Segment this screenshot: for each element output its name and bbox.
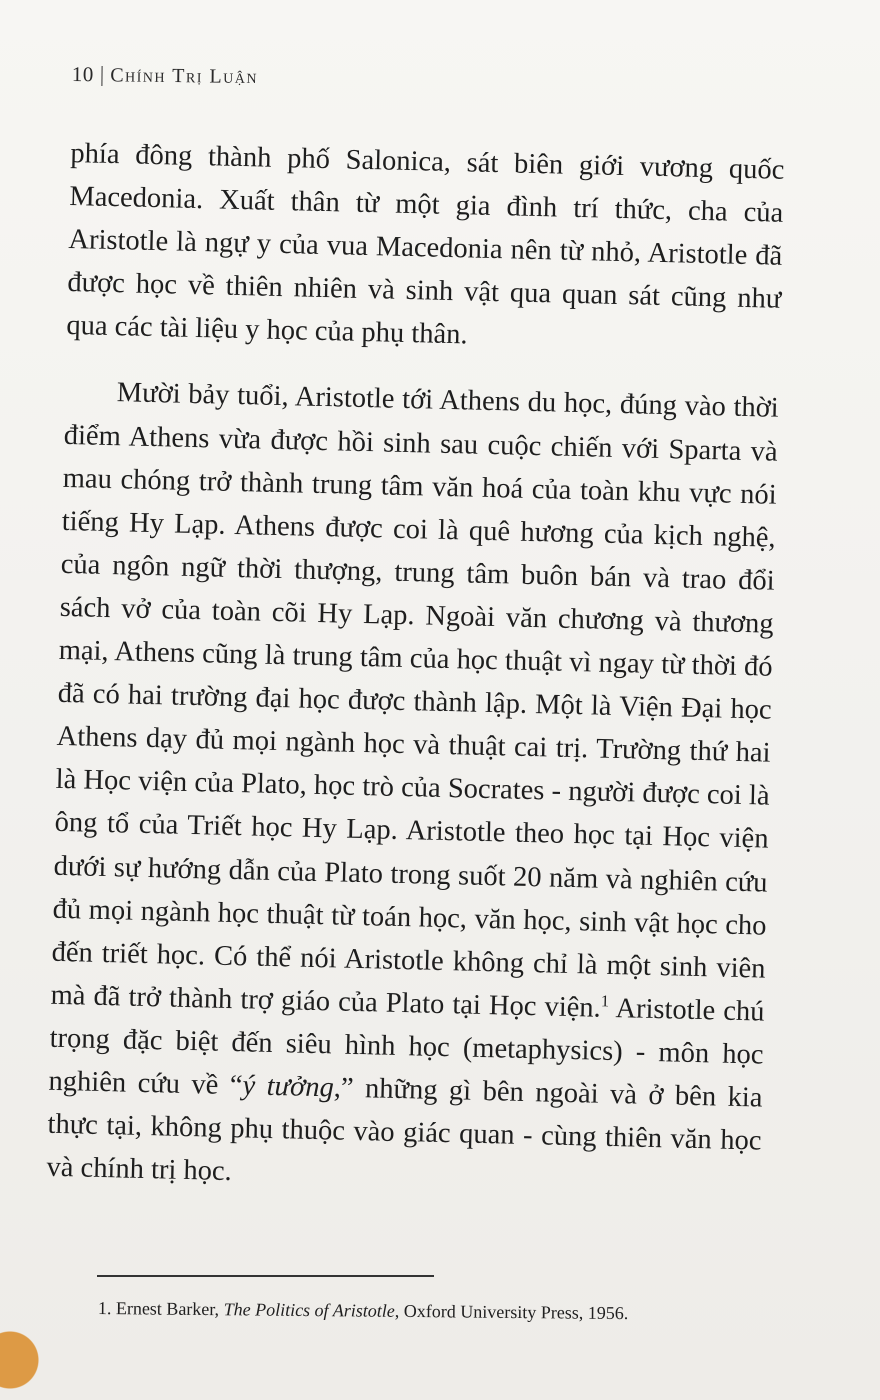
paragraph-text-after-footnote: Aristotle chú trọng đặc biệt đến siêu hình học (metaphysics) - môn học nghiên cứu về “	[48, 992, 765, 1102]
running-header	[72, 61, 258, 89]
footnote-author: Ernest Barker,	[111, 1298, 224, 1320]
footnote-divider	[97, 1275, 434, 1277]
running-title: Chính Trị Luận	[110, 64, 259, 88]
header-separator: |	[99, 61, 105, 87]
footnote-marker: 1	[600, 991, 610, 1011]
footnote-number: 1.	[97, 1297, 112, 1319]
footnote	[98, 1296, 748, 1326]
main-text	[46, 132, 785, 1206]
paragraph-text-ending: ,” những gì bên ngoài và ở bên kia thực tại, không phụ thuộc vào giác quan - cùng thiên văn học và chính trị học.	[46, 1072, 763, 1188]
footnote-title: The Politics of Aristotle	[223, 1299, 395, 1321]
paragraph-continuation: phía đông thành phố Salonica, sát biên giới vương quốc Macedonia. Xuất thân từ một gia đình trí thức, cha của Aristotle là ngự y của vua Macedonia nên từ nhỏ, Aristotle đã được học về thiên nhiên và sinh vật qua quan sát cũng như qua các tài liệu y học của phụ thân.	[66, 137, 785, 351]
paragraph-aristotle-athens	[46, 370, 779, 1205]
page-number: 10	[71, 61, 94, 87]
emphasized-term: ý tưởng	[242, 1070, 335, 1104]
paragraph-text-before-footnote: Mười bảy tuổi, Aristotle tới Athens du học, đúng vào thời điểm Athens vừa được hồi sinh sau cuộc chiến với Sparta và mau chóng trở thành trung tâm văn hoá của toàn khu vực nói tiếng Hy Lạp. Athens được coi là quê hương của kịch nghệ, của ngôn ngữ thời thượng, trung tâm buôn bán và trao đổi sách vở của toàn cõi Hy Lạp. Ngoài văn chương và thương mại, Athens cũng là trung tâm của học thuật vì ngay từ thời đó đã có hai trường đại học được thành lập. Một là Viện Đại học Athens dạy đủ mọi ngành học và thuật cai trị. Trường thứ hai là Học viện của Plato, học trò của Socrates - người được coi là ông tổ của Triết học Hy Lạp. Aristotle theo học tại Học viện dưới sự hướng dẫn của Plato trong suốt 20 năm và nghiên cứu đủ mọi ngành học thuật từ toán học, văn học, sinh vật học cho đến triết học. Có thể nói Aristotle không chỉ là một sinh viên mà đã trở thành trợ giáo của Plato tại Học viện.	[50, 377, 780, 1024]
footnote-publisher-year: , Oxford University Press, 1956.	[394, 1300, 629, 1324]
